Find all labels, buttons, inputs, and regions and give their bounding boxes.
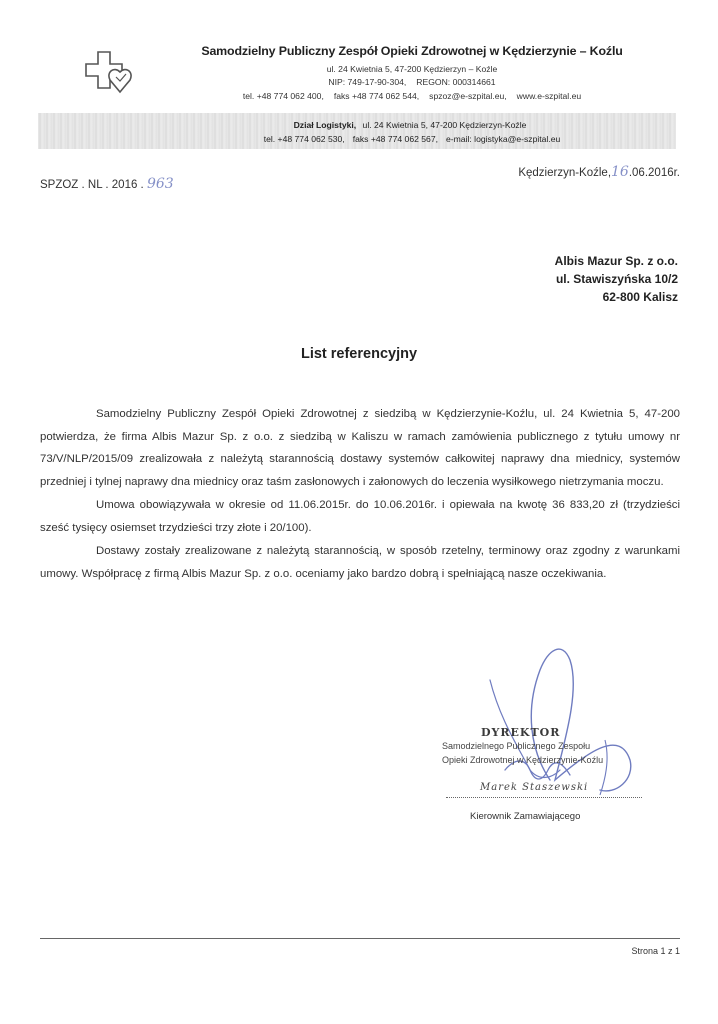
logistics-address-line <box>186 120 638 130</box>
letter-title: List referencyjny <box>300 346 418 362</box>
recipient-block <box>555 252 678 306</box>
org-contacts <box>186 91 638 101</box>
signature-caption: Kierownik Zamawiającego <box>470 811 581 822</box>
body-paragraph-3: Dostawy zostały zrealizowane z należytą starannością, w sposób rzetelny, terminowy oraz zgodny z warunkami umowy. Współpracę z firmą Albis Mazur Sp. z o.o. oceniamy jako bardzo dobrą i spełniającą nasze oczekiwania. <box>40 545 680 580</box>
org-address: ul. 24 Kwietnia 5, 47-200 Kędzierzyn – Koźle <box>326 64 498 74</box>
org-name: Samodzielny Publiczny Zespół Opieki Zdrowotnej w Kędzierzynie – Koźlu <box>201 44 623 58</box>
reference-handwritten: 963 <box>146 176 174 192</box>
logistics-contact-line <box>186 134 638 144</box>
logistics-fax: faks +48 774 062 567, <box>352 134 438 144</box>
page-number: Strona 1 z 1 <box>631 946 680 956</box>
org-fax: faks +48 774 062 544, <box>333 91 420 101</box>
org-email: spzoz@e-szpital.eu, <box>429 91 507 101</box>
date-place: Kędzierzyn-Koźle, <box>518 167 612 179</box>
date-handwritten-day: 16 <box>611 164 629 180</box>
date-rest: .06.2016r. <box>628 167 680 179</box>
body-paragraph-1: Samodzielny Publiczny Zespół Opieki Zdrowotnej z siedzibą w Kędzierzynie-Koźlu, ul. 24 Kwietnia 5, 47-200 potwierdza, że firma Albis Mazur Sp. z o.o. z siedzibą w Kaliszu w ramach zamówienia publicznego z tytułu umowy nr 73/V/NLP/2015/09 zrealizowała z należytą starannością dostawy systemów całkowitej naprawy dna miednicy, systemów przedniej i tylnej naprawy dna miednicy oraz taśm zasłonowych i załonowych do leczenia wysiłkowego nietrzymania moczu. <box>40 408 680 488</box>
letter-date <box>518 164 680 180</box>
reference-number <box>40 176 174 192</box>
recipient-city: 62-800 Kalisz <box>602 290 678 304</box>
letter-body <box>40 403 680 585</box>
footer-divider <box>40 938 680 939</box>
org-nip: NIP: 749-17-90-304, <box>328 77 407 87</box>
recipient-name: Albis Mazur Sp. z o.o. <box>554 254 678 268</box>
stamp-line-1: Samodzielnego Publicznego Zespołu <box>442 741 591 751</box>
logistics-email: e-mail: logistyka@e-szpital.eu <box>446 134 561 144</box>
stamp-signer-name: Marek Staszewski <box>480 782 589 793</box>
recipient-street: ul. Stawiszyńska 10/2 <box>555 272 678 286</box>
logistics-address: ul. 24 Kwietnia 5, 47-200 Kędzierzyn-Koźle <box>362 120 527 130</box>
org-web: www.e-szpital.eu <box>516 91 582 101</box>
org-phone: tel. +48 774 062 400, <box>242 91 324 101</box>
logistics-dept: Dział Logistyki, <box>293 120 357 130</box>
cross-heart-icon <box>80 50 136 102</box>
signature-dotted-line <box>446 797 642 798</box>
reference-prefix: SPZOZ . NL . 2016 . <box>40 179 144 191</box>
logistics-phone: tel. +48 774 062 530, <box>263 134 345 144</box>
stamp-title: DYREKTOR <box>481 726 561 739</box>
org-regon: REGON: 000314661 <box>416 77 496 87</box>
stamp-line-2: Opieki Zdrowotnej w Kędzierzynie-Koźlu <box>442 755 604 765</box>
org-ids <box>186 77 638 87</box>
body-paragraph-2: Umowa obowiązywała w okresie od 11.06.2015r. do 10.06.2016r. i opiewała na kwotę 36 833,20 zł (trzydzieści sześć tysięcy osiemset trzydzieści trzy złote i 20/100). <box>40 499 680 534</box>
